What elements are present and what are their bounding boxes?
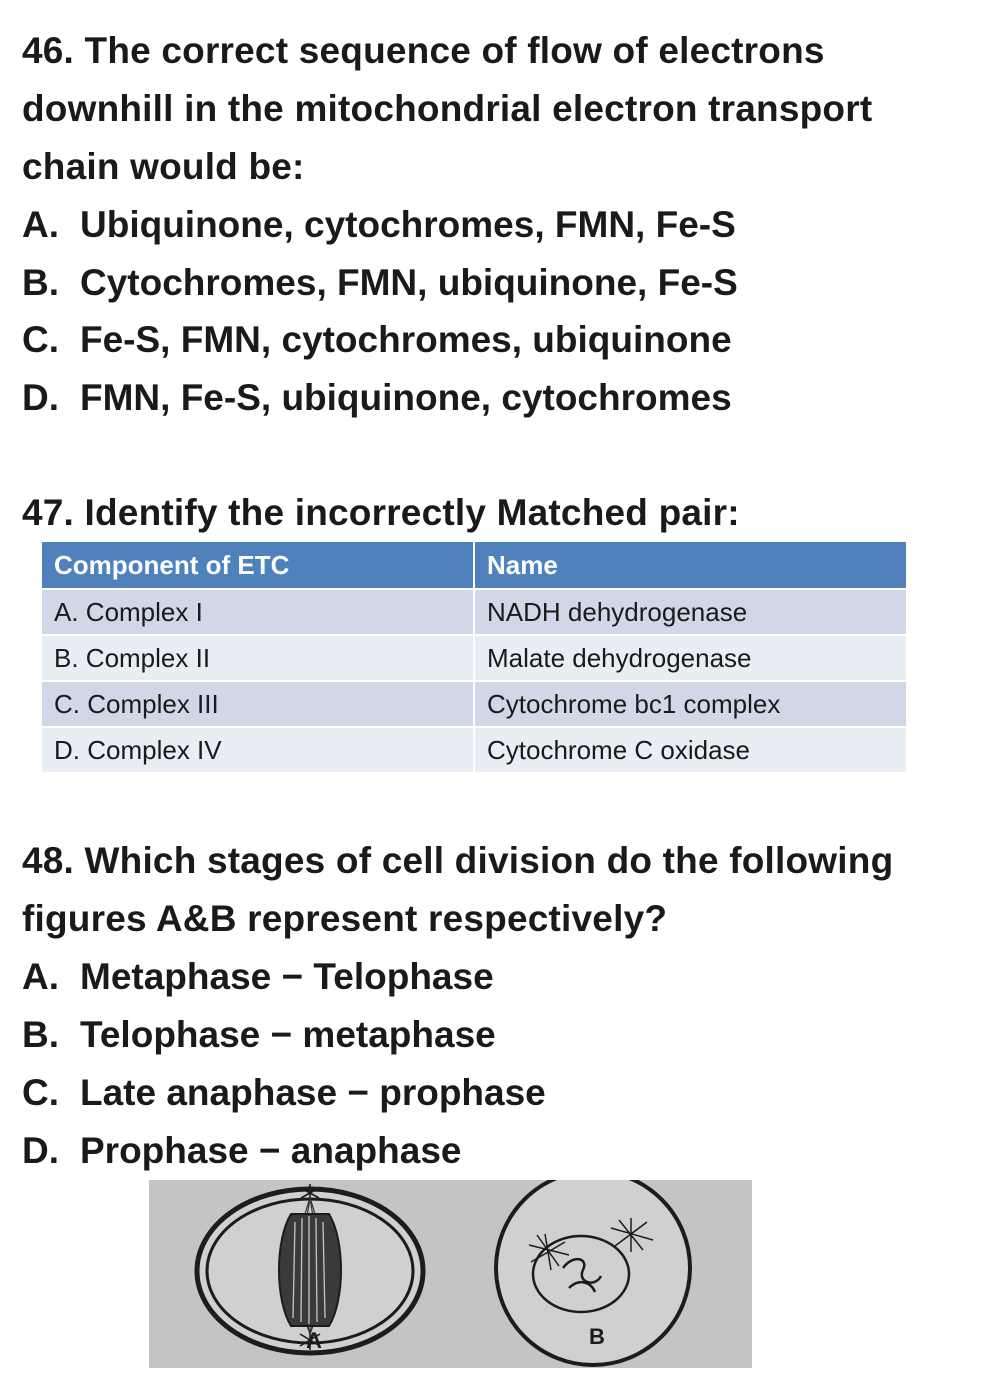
q46-option-d bbox=[22, 379, 732, 416]
header-component: Component of ETC bbox=[41, 541, 474, 589]
option-letter: C. bbox=[22, 319, 59, 360]
table-row bbox=[41, 635, 907, 681]
option-letter: A. bbox=[22, 956, 59, 997]
q48-stem-line-2: figures A&B represent respectively? bbox=[22, 898, 668, 939]
option-letter: A. bbox=[22, 204, 59, 245]
option-letter: D. bbox=[22, 1130, 59, 1171]
table-header-row bbox=[41, 541, 907, 589]
q46-stem-line-2: downhill in the mitochondrial electron transport bbox=[22, 88, 873, 129]
table-cell-component: C. Complex III bbox=[41, 681, 474, 727]
header-name: Name bbox=[474, 541, 907, 589]
q46-option-c bbox=[22, 321, 732, 358]
q48-option-b bbox=[22, 1016, 496, 1053]
option-text: Late anaphase − prophase bbox=[80, 1072, 546, 1113]
table-cell-name: Cytochrome C oxidase bbox=[474, 727, 907, 773]
option-letter: D. bbox=[22, 377, 59, 418]
figure-label-a: A bbox=[306, 1328, 322, 1353]
option-text: Telophase − metaphase bbox=[80, 1014, 496, 1055]
etc-matching-table bbox=[40, 540, 908, 774]
q46-option-b bbox=[22, 264, 738, 301]
q48-option-d bbox=[22, 1132, 461, 1169]
option-letter: B. bbox=[22, 262, 59, 303]
q46-stem-line-1: 46. The correct sequence of flow of electrons bbox=[22, 30, 825, 71]
q46-stem-line-3: chain would be: bbox=[22, 146, 305, 187]
table-row bbox=[41, 727, 907, 773]
option-text: FMN, Fe-S, ubiquinone, cytochromes bbox=[80, 377, 732, 418]
q46-option-a bbox=[22, 206, 736, 243]
table-row bbox=[41, 589, 907, 635]
option-text: Ubiquinone, cytochromes, FMN, Fe-S bbox=[80, 204, 736, 245]
option-text: Metaphase − Telophase bbox=[80, 956, 494, 997]
table-row bbox=[41, 681, 907, 727]
table-cell-component: B. Complex II bbox=[41, 635, 474, 681]
table-cell-name: Cytochrome bc1 complex bbox=[474, 681, 907, 727]
table-cell-component: D. Complex IV bbox=[41, 727, 474, 773]
figure-label-b: B bbox=[589, 1324, 605, 1349]
option-text: Prophase − anaphase bbox=[80, 1130, 462, 1171]
option-letter: B. bbox=[22, 1014, 59, 1055]
table-cell-name: NADH dehydrogenase bbox=[474, 589, 907, 635]
option-letter: C. bbox=[22, 1072, 59, 1113]
q48-stem-line-1: 48. Which stages of cell division do the following bbox=[22, 840, 894, 881]
option-text: Fe-S, FMN, cytochromes, ubiquinone bbox=[80, 319, 732, 360]
q48-option-c bbox=[22, 1074, 546, 1111]
table-cell-name: Malate dehydrogenase bbox=[474, 635, 907, 681]
q48-option-a bbox=[22, 958, 494, 995]
q47-title: 47. Identify the incorrectly Matched pair: bbox=[22, 492, 740, 533]
table-cell-component: A. Complex I bbox=[41, 589, 474, 635]
cell-division-figure bbox=[149, 1180, 752, 1368]
option-text: Cytochromes, FMN, ubiquinone, Fe-S bbox=[80, 262, 738, 303]
